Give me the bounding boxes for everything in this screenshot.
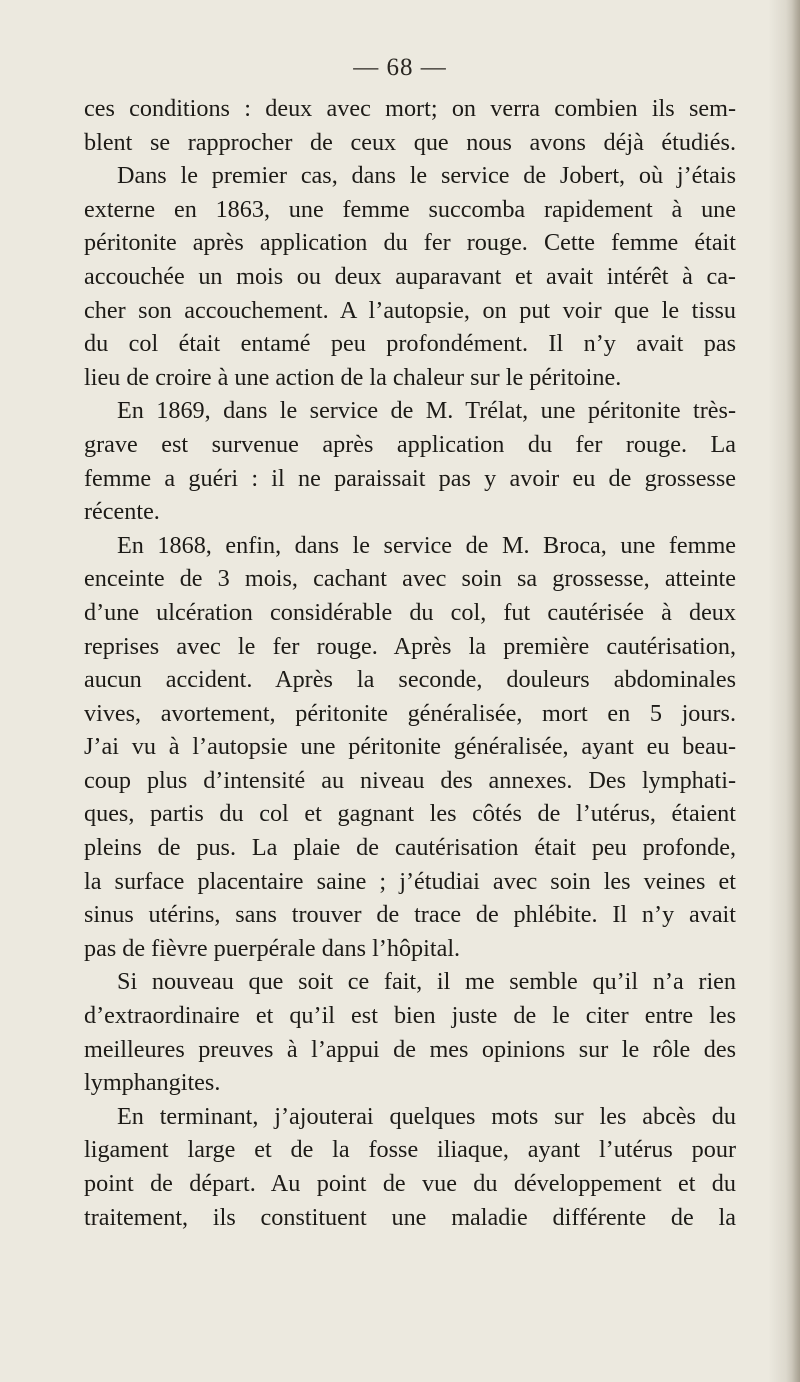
- text-line: pas de fièvre puerpérale dans l’hôpital.: [84, 934, 461, 962]
- text-line: accouchée un mois ou deux auparavant et avait intérêt à ca-: [84, 262, 736, 290]
- text-line: lymphangites.: [84, 1069, 221, 1097]
- text-line: péritonite après application du fer rouge. Cette femme était: [84, 229, 736, 257]
- text-line: En 1869, dans le service de M. Trélat, une péritonite très-: [117, 397, 736, 425]
- text-line: aucun accident. Après la seconde, douleurs abdominales: [84, 666, 736, 694]
- text-line: d’une ulcération considérable du col, fut cautérisée à deux: [84, 598, 736, 626]
- text-line: femme a guéri : il ne paraissait pas y avoir eu de grossesse: [84, 464, 736, 492]
- text-line: ligament large et de la fosse iliaque, ayant l’utérus pour: [84, 1136, 736, 1164]
- text-line: la surface placentaire saine ; j’étudiai avec soin les veines et: [84, 867, 736, 895]
- text-line: traitement, ils constituent une maladie différente de la: [84, 1203, 736, 1231]
- text-line: récente.: [84, 498, 160, 526]
- page-edge-shadow: [786, 0, 800, 1382]
- text-line: En terminant, j’ajouterai quelques mots sur les abcès du: [117, 1102, 736, 1130]
- text-line: lieu de croire à une action de la chaleur sur le péritoine.: [84, 363, 622, 391]
- text-line: grave est survenue après application du fer rouge. La: [84, 430, 736, 458]
- text-line: En 1868, enfin, dans le service de M. Broca, une femme: [117, 531, 736, 559]
- text-line: enceinte de 3 mois, cachant avec soin sa grossesse, atteinte: [84, 565, 736, 593]
- text-line: du col était entamé peu profondément. Il n’y avait pas: [84, 330, 736, 358]
- text-line: externe en 1863, une femme succomba rapidement à une: [84, 195, 736, 223]
- text-line: vives, avortement, péritonite généralisée, mort en 5 jours.: [84, 699, 736, 727]
- text-line: point de départ. Au point de vue du développement et du: [84, 1170, 736, 1197]
- page-number-heading: — 68 —: [353, 54, 447, 81]
- text-line: J’ai vu à l’autopsie une péritonite généralisée, ayant eu beau-: [84, 733, 736, 761]
- text-line: reprises avec le fer rouge. Après la première cautérisation,: [84, 632, 736, 660]
- body-text: [84, 92, 736, 1234]
- text-line: coup plus d’intensité au niveau des annexes. Des lymphati-: [84, 766, 736, 794]
- text-line: ces conditions : deux avec mort; on verra combien ils sem-: [84, 95, 736, 122]
- text-line: ques, partis du col et gagnant les côtés de l’utérus, étaient: [84, 800, 736, 828]
- text-line: cher son accouchement. A l’autopsie, on put voir que le tissu: [84, 296, 736, 324]
- text-line: sinus utérins, sans trouver de trace de phlébite. Il n’y avait: [84, 901, 736, 929]
- text-line: blent se rapprocher de ceux que nous avons déjà étudiés.: [84, 128, 736, 156]
- text-line: Si nouveau que soit ce fait, il me semble qu’il n’a rien: [117, 968, 736, 996]
- text-line: Dans le premier cas, dans le service de Jobert, où j’étais: [117, 162, 736, 190]
- text-line: d’extraordinaire et qu’il est bien juste de le citer entre les: [84, 1002, 736, 1030]
- text-line: pleins de pus. La plaie de cautérisation était peu profonde,: [84, 834, 736, 862]
- text-line: meilleures preuves à l’appui de mes opinions sur le rôle des: [84, 1035, 736, 1063]
